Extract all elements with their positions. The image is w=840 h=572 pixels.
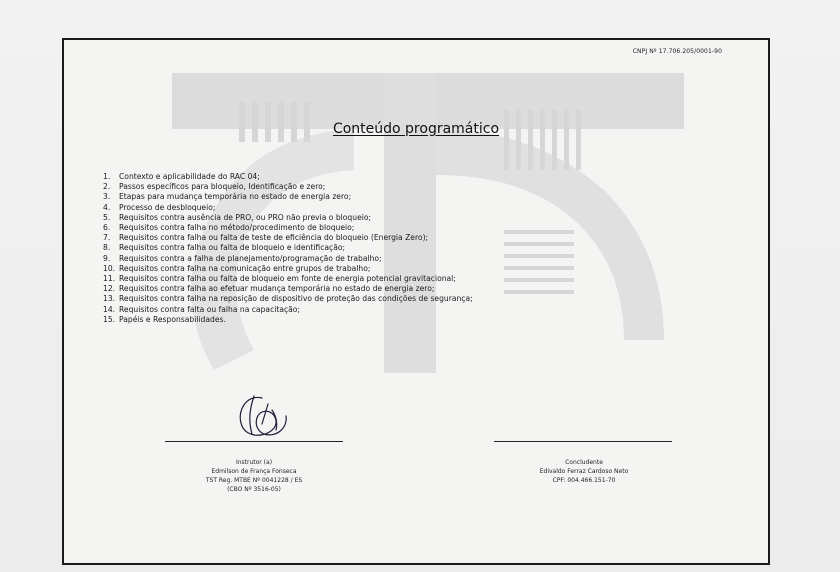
instructor-role: Instrutor (a)	[235, 459, 273, 466]
item-text: Processo de desbloqueio;	[119, 202, 216, 212]
graduate-name: Edivaldo Ferraz Cardoso Neto	[539, 468, 629, 475]
list-item	[103, 315, 473, 325]
item-number: 2.	[103, 182, 111, 192]
item-text: Requisitos contra falta ou falha na capacitação;	[119, 304, 301, 314]
item-text: Requisitos contra falha ao efetuar mudança temporária no estado de energia zero;	[119, 284, 435, 294]
instructor-signature	[232, 390, 292, 445]
list-item	[103, 223, 473, 233]
item-text: Requisitos contra falha na comunicação entre grupos de trabalho;	[119, 263, 371, 273]
list-item	[103, 182, 473, 192]
instructor-name: Edmilson de França Fonseca	[211, 468, 297, 475]
item-number: 11.	[103, 274, 116, 284]
item-number: 14.	[103, 304, 116, 314]
list-item	[103, 233, 473, 243]
item-text: Requisitos contra falha na reposição de dispositivo de proteção das condições de segurança;	[119, 294, 473, 304]
item-number: 7.	[103, 233, 111, 243]
list-item	[103, 264, 473, 274]
list-item	[103, 203, 473, 213]
item-number: 6.	[103, 223, 111, 233]
item-number: 13.	[103, 294, 116, 304]
item-number: 1.	[103, 172, 111, 181]
list-item	[103, 305, 473, 315]
content-list	[103, 172, 473, 325]
graduate-cpf: CPF: 004.466.151-70	[552, 477, 616, 484]
item-number: 4.	[103, 202, 111, 212]
item-text: Requisitos contra falha ou falta de teste de eficiência do bloqueio (Energia Zero);	[119, 233, 429, 243]
item-number: 3.	[103, 192, 111, 202]
item-number: 10.	[103, 263, 116, 273]
list-item	[103, 274, 473, 284]
item-number: 9.	[103, 253, 111, 263]
page-title: Conteúdo programático	[332, 121, 500, 137]
instructor-signature-line	[165, 441, 343, 442]
item-number: 5.	[103, 212, 111, 222]
item-text: Requisitos contra ausência de PRO, ou PRO não previa o bloqueio;	[119, 212, 372, 222]
item-number: 12.	[103, 284, 116, 294]
item-text: Contexto e aplicabilidade do RAC 04;	[119, 172, 260, 181]
instructor-registration: TST Reg. MTBE Nº 0041228 / ES	[205, 477, 303, 484]
cnpj-text: CNPJ Nº 17.706.205/0001-90	[632, 48, 722, 55]
item-text: Requisitos contra falha ou falta de bloqueio e identificação;	[119, 243, 346, 253]
graduate-block	[504, 458, 664, 485]
item-text: Requisitos contra falha no método/procedimento de bloqueio;	[119, 223, 355, 233]
list-item	[103, 172, 473, 182]
list-item	[103, 254, 473, 264]
list-item	[103, 192, 473, 202]
item-number: 15.	[103, 314, 116, 324]
list-item	[103, 294, 473, 304]
item-number: 8.	[103, 243, 111, 253]
instructor-cbo: (CBO Nº 3516-05)	[227, 486, 281, 493]
item-text: Passos específicos para bloqueio, Identificação e zero;	[119, 182, 326, 192]
item-text: Papéis e Responsabilidades.	[119, 314, 226, 324]
list-item	[103, 284, 473, 294]
item-text: Requisitos contra a falha de planejamento/programação de trabalho;	[119, 253, 382, 263]
list-item	[103, 213, 473, 223]
graduate-signature-line	[494, 441, 672, 442]
item-text: Requisitos contra falha ou falta de bloqueio em fonte de energia potencial gravitacional;	[119, 274, 456, 284]
certificate-frame	[62, 38, 770, 565]
item-text: Etapas para mudança temporária no estado de energia zero;	[119, 192, 352, 202]
instructor-block	[174, 458, 334, 494]
graduate-role: Concludente	[565, 459, 603, 466]
list-item	[103, 243, 473, 253]
